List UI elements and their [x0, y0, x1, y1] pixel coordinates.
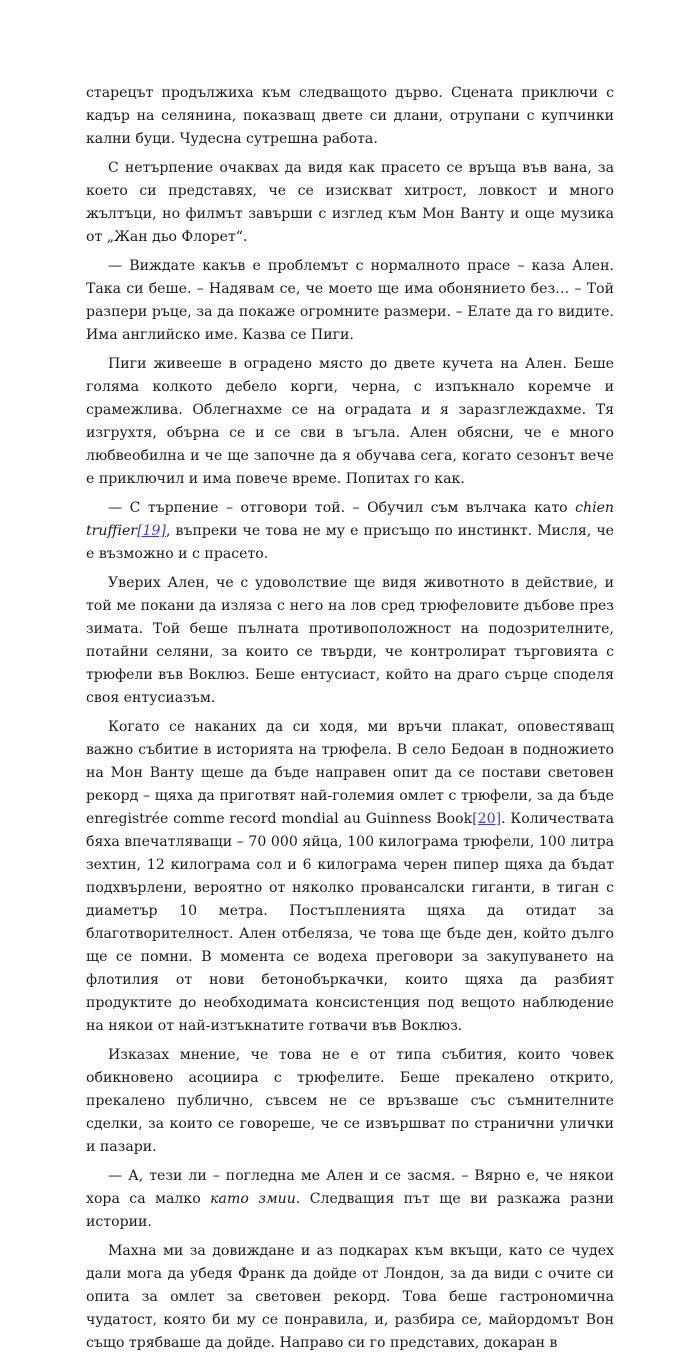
paragraph-1	[86, 82, 614, 151]
paragraph-text: Махна ми за довиждане и аз подкарах към вкъщи, като се чудех дали мога да убедя Франк да дойде от Лондон, за да види с очите си опита за омлет за световен рекорд. Това беше гастрономична чудатост, която би му се понравила, и, разбира се, майордомът Вон също трябваше да дойде. Направо си го представих, докаран в	[86, 1243, 614, 1351]
paragraph-7	[86, 716, 614, 1038]
paragraph-text-before: — А, тези ли – погледна ме Ален и се засмя. – Вярно е, че някои хора са малко	[86, 1168, 614, 1207]
paragraph-text-after: . Следващия път ще ви разкажа разни истории.	[86, 1191, 614, 1230]
paragraph-text: — Виждате какъв е проблемът с нормалното прасе – каза Ален. Така си беше. – Надявам се, че моето ще има обонянието без… – Той разпери ръце, за да покаже огромните размери. – Елате да го видите. Има английско име. Казва се Пиги.	[86, 258, 614, 343]
paragraph-text: С нетърпение очаквах да видя как прасето се връща във вана, за което си представях, че се изискват хитрост, ловкост и много жълтъци, но филмът завърши с изглед към Мон Ванту и още музика от „Жан дьо Флорет“.	[86, 160, 614, 245]
paragraph-text-after: . Количествата бяха впечатляващи – 70 000 яйца, 100 килограма трюфели, 100 литра зехтин, 12 килограма сол и 6 килограма черен пипер щяха да бъдат подхвърлени, вероятно от няколко провансалски гиганти, в тиган с диаметър 10 метра. Постъпленията щяха да отидат за благотворителност. Ален отбеляза, че това ще бъде ден, който дълго ще се помни. В момента се водеха преговори за закупуването на флотилия от нови бетонобъркачки, които щяха да разбият продуктите до необходимата консистенция под вещото наблюдение на някои от най-изтъкнатите готвачи във Воклюз.	[86, 811, 614, 1034]
paragraph-text-before: — С търпение – отговори той. – Обучил съм вълчака като	[108, 500, 576, 516]
paragraph-text: Уверих Ален, че с удоволствие ще видя животното в действие, и той ме покани да изляза с него на лов сред трюфеловите дъбове през зимата. Той беше пълната противоположност на подозрителните, потайни селяни, за които се твърди, че контролират търговията с трюфели във Воклюз. Беше ентусиаст, който на драго сърце споделя своя ентусиазъм.	[86, 575, 614, 706]
paragraph-8	[86, 1044, 614, 1159]
footnote-link-19[interactable]: [19]	[137, 523, 166, 539]
paragraph-9	[86, 1165, 614, 1234]
paragraph-text-before: Когато се наканих да си ходя, ми връчи плакат, оповестяващ важно събитие в историята на трюфела. В село Бедоан в подножието на Мон Ванту щеше да бъде направен опит да се постави световен рекорд – щяха да приготвят най-големия омлет с трюфели, за да бъде enregistrée comme record mondial au Guinness Book	[86, 719, 614, 827]
italic-phrase: като змии	[210, 1191, 296, 1207]
paragraph-6	[86, 572, 614, 710]
paragraph-10	[86, 1240, 614, 1355]
paragraph-text: Пиги живееше в оградено място до двете кучета на Ален. Беше голяма колкото дебело корги, черна, с изпъкнало коремче и срамежлива. Облегнахме се на оградата и я заразглеждахме. Тя изгрухтя, обърна се и се сви в ъгъла. Ален обясни, че е много любвеобилна и че ще започне да я обучава сега, когато сезонът вече е приключил и има повече време. Попитах го как.	[86, 356, 614, 487]
italic-phrase: chien truffier	[86, 500, 614, 539]
paragraph-5	[86, 497, 614, 566]
paragraph-text: Изказах мнение, че това не е от типа събития, които човек обикновено асоциира с трюфелите. Беше прекалено открито, прекалено публично, съвсем не се връзваше със съмнителните сделки, за които се говореше, че се извършват по странични улички и пазари.	[86, 1047, 614, 1155]
paragraph-3	[86, 255, 614, 347]
footnote-link-20[interactable]: [20]	[472, 811, 502, 827]
paragraph-2	[86, 157, 614, 249]
paragraph-text-after: , въпреки че това не му е присъщо по инстинкт. Мисля, че е възможно и с прасето.	[86, 523, 614, 562]
paragraph-text: старецът продължиха към следващото дърво. Сцената приключи с кадър на селянина, показващ двете си длани, отрупани с купчинки кални буци. Чудесна сутрешна работа.	[86, 85, 614, 147]
paragraph-4	[86, 353, 614, 491]
